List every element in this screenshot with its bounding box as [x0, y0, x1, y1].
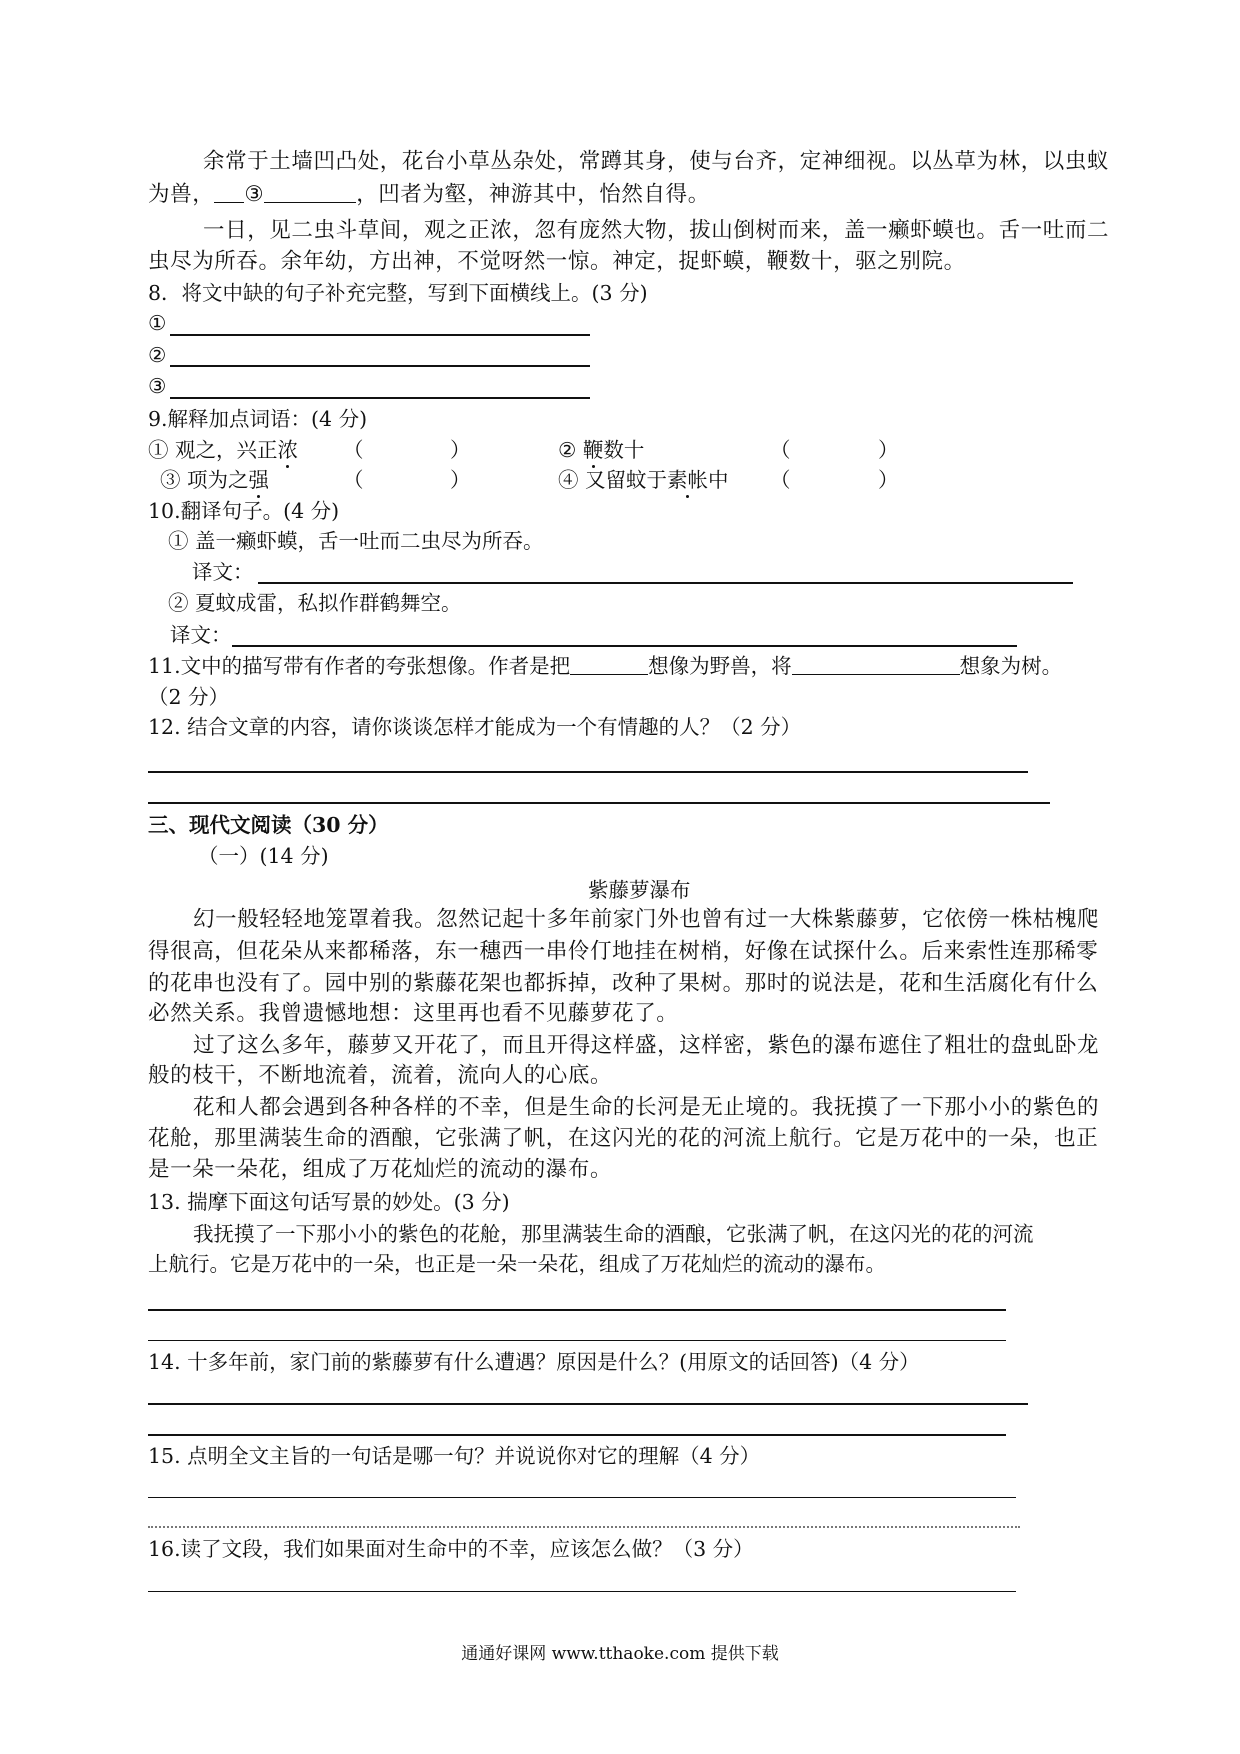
q14-answer-line-1[interactable] — [148, 1403, 1028, 1405]
q10-sentence-2: ② 夏蚊成雷，私拟作群鹤舞空。 — [168, 591, 462, 615]
q14-answer-line-2[interactable] — [148, 1434, 1006, 1436]
article-line-9: 是一朵一朵花，组成了万花灿烂的流动的瀑布。 — [148, 1157, 613, 1182]
q9-item-2-dotted-word: 鞭 — [582, 438, 604, 462]
circled-number-3: ③ — [244, 182, 265, 207]
q9-item-1 — [148, 436, 298, 464]
page-footer — [0, 1640, 1240, 1668]
q15-answer-line-1[interactable] — [148, 1497, 1016, 1498]
article-line-5: 过了这么多年，藤萝又开花了，而且开得这样盛，这样密，紫色的瀑布遮住了粗壮的盘虬卧龙 — [193, 1033, 1100, 1058]
cut-line-divider — [148, 1526, 1020, 1528]
question-10: 10.翻译句子。(4 分) — [148, 499, 340, 523]
article-line-6: 般的枝干，不断地流着，流着，流向人的心底。 — [148, 1063, 613, 1088]
section-3-subheading: （一）(14 分) — [198, 844, 329, 868]
q11-text-end: 想象为树。 — [959, 654, 1063, 678]
q8-answer-line-2[interactable] — [170, 365, 590, 367]
q9-item-1-paren-open: （ — [343, 438, 364, 462]
question-13: 13. 揣摩下面这句话写景的妙处。(3 分) — [148, 1190, 510, 1214]
q13-quote-line-1: 我抚摸了一下那小小的紫色的花舱，那里满装生命的酒酿，它张满了帆，在这闪光的花的河流 — [193, 1222, 1034, 1246]
q16-answer-line[interactable] — [148, 1591, 1016, 1592]
q11-blank-2[interactable] — [792, 652, 960, 675]
q8-answer-line-1[interactable] — [170, 334, 590, 336]
answer-blank-3a[interactable] — [214, 180, 244, 203]
article-line-7: 花和人都会遇到各种各样的不幸，但是生命的长河是无止境的。我抚摸了一下那小小的紫色的 — [193, 1095, 1100, 1120]
passage-line-4: 虫尽为所吞。余年幼，方出神，不觉呀然一惊。神定，捉虾蟆，鞭数十，驱之别院。 — [148, 249, 966, 274]
q9-item-3-paren-close: ） — [450, 468, 471, 492]
article-line-2: 得很高，但花朵从来都稀落，东一穗西一串伶仃地挂在树梢，好像在试探什么。后来索性连那稀零 — [148, 939, 1099, 964]
q11-text-middle: 想像为野兽，将 — [648, 654, 792, 678]
q9-item-4-dotted-word: 素帐 — [667, 468, 709, 492]
q10-answer-line-2[interactable] — [232, 645, 1017, 647]
q9-item-4-paren-open: （ — [770, 468, 791, 492]
question-11 — [148, 652, 1062, 680]
q9-item-2-text: 数十 — [603, 438, 645, 462]
footer-text: 通通好课网 www.tthaoke.com 提供下载 — [461, 1644, 779, 1664]
article-line-1: 幻一般轻轻地笼罩着我。忽然记起十多年前家门外也曾有过一大株紫藤萝，它依傍一株枯槐爬 — [193, 907, 1100, 932]
question-12: 12. 结合文章的内容，请你谈谈怎样才能成为一个有情趣的人？（2 分） — [148, 715, 802, 739]
q11-text-start: 11.文中的描写带有作者的夸张想像。作者是把 — [148, 654, 571, 678]
question-16: 16.读了文段，我们如果面对生命中的不幸，应该怎么做？（3 分） — [148, 1537, 754, 1561]
q9-item-3-text: 项为之 — [187, 468, 249, 492]
q11-score: （2 分） — [148, 685, 230, 709]
q12-answer-line-2[interactable] — [148, 802, 1050, 804]
question-8: 8．将文中缺的句子补充完整，写到下面横线上。(3 分) — [148, 281, 648, 305]
q9-item-2 — [558, 436, 644, 464]
passage-line-2-start: 为兽， — [148, 182, 215, 207]
question-9: 9.解释加点词语：(4 分) — [148, 407, 368, 431]
passage-line-2-end: ，凹者为壑，神游其中，怡然自得。 — [356, 182, 710, 207]
q9-item-4-text: 又留蚊于 — [585, 468, 668, 492]
answer-blank-3b[interactable] — [264, 180, 356, 203]
passage-line-1: 余常于土墙凹凸处，花台小草丛杂处，常蹲其身，使与台齐，定神细视。以丛草为林，以虫蚁 — [203, 149, 1110, 174]
question-15: 15. 点明全文主旨的一句话是哪一句？并说说你对它的理解（4 分） — [148, 1444, 761, 1468]
q8-answer-line-3[interactable] — [170, 397, 590, 399]
q13-answer-line-2[interactable] — [148, 1340, 1006, 1341]
passage-line-2 — [148, 180, 710, 209]
q10-translation-label-1: 译文： — [192, 560, 254, 584]
q9-item-4-paren-close: ） — [878, 468, 899, 492]
q9-item-2-number: ② — [558, 438, 577, 462]
section-3-heading: 三、现代文阅读（30 分） — [148, 813, 389, 837]
q13-answer-line-1[interactable] — [148, 1309, 1006, 1311]
q9-item-4-end: 中 — [708, 468, 729, 492]
q9-item-3-number: ③ — [160, 468, 181, 492]
q10-answer-line-1[interactable] — [258, 582, 1073, 584]
q9-item-2-paren-close: ） — [878, 438, 899, 462]
q9-item-2-paren-open: （ — [770, 438, 791, 462]
q9-item-1-text: 观之，兴正 — [175, 438, 278, 462]
q13-quote-line-2: 上航行。它是万花中的一朵，也正是一朵一朵花，组成了万花灿烂的流动的瀑布。 — [148, 1252, 886, 1276]
q12-answer-line-1[interactable] — [148, 771, 1028, 773]
q9-item-3-dotted-word: 强 — [248, 468, 270, 492]
q9-item-1-paren-close: ） — [450, 438, 471, 462]
q9-item-3 — [160, 466, 269, 494]
q8-marker-3: ③ — [148, 374, 167, 398]
q11-blank-1[interactable] — [570, 652, 648, 675]
q9-item-1-dotted-word: 浓 — [277, 438, 299, 462]
q9-item-1-number: ① — [148, 438, 169, 462]
q9-item-3-paren-open: （ — [343, 468, 364, 492]
article-title: 紫藤萝瀑布 — [588, 878, 691, 902]
passage-line-3: 一日，见二虫斗草间，观之正浓，忽有庞然大物，拔山倒树而来，盖一癞虾蟆也。舌一吐而二 — [203, 218, 1110, 243]
question-14: 14. 十多年前，家门前的紫藤萝有什么遭遇？原因是什么？(用原文的话回答)（4 分） — [148, 1350, 920, 1374]
q8-marker-2: ② — [148, 343, 167, 367]
article-line-8: 花舱，那里满装生命的酒酿，它张满了帆，在这闪光的花的河流上航行。它是万花中的一朵，也正 — [148, 1126, 1099, 1151]
q10-translation-label-2: 译文： — [170, 623, 232, 647]
q8-marker-1: ① — [148, 311, 167, 335]
q10-sentence-1: ① 盖一癞虾蟆，舌一吐而二虫尽为所吞。 — [168, 529, 544, 553]
article-line-3: 的花串也没有了。园中别的紫藤花架也都拆掉，改种了果树。那时的说法是，花和生活腐化有什么 — [148, 971, 1099, 996]
q9-item-4 — [558, 466, 729, 494]
article-line-4: 必然关系。我曾遗憾地想：这里再也看不见藤萝花了。 — [148, 1001, 679, 1026]
q9-item-4-number: ④ — [558, 468, 579, 492]
